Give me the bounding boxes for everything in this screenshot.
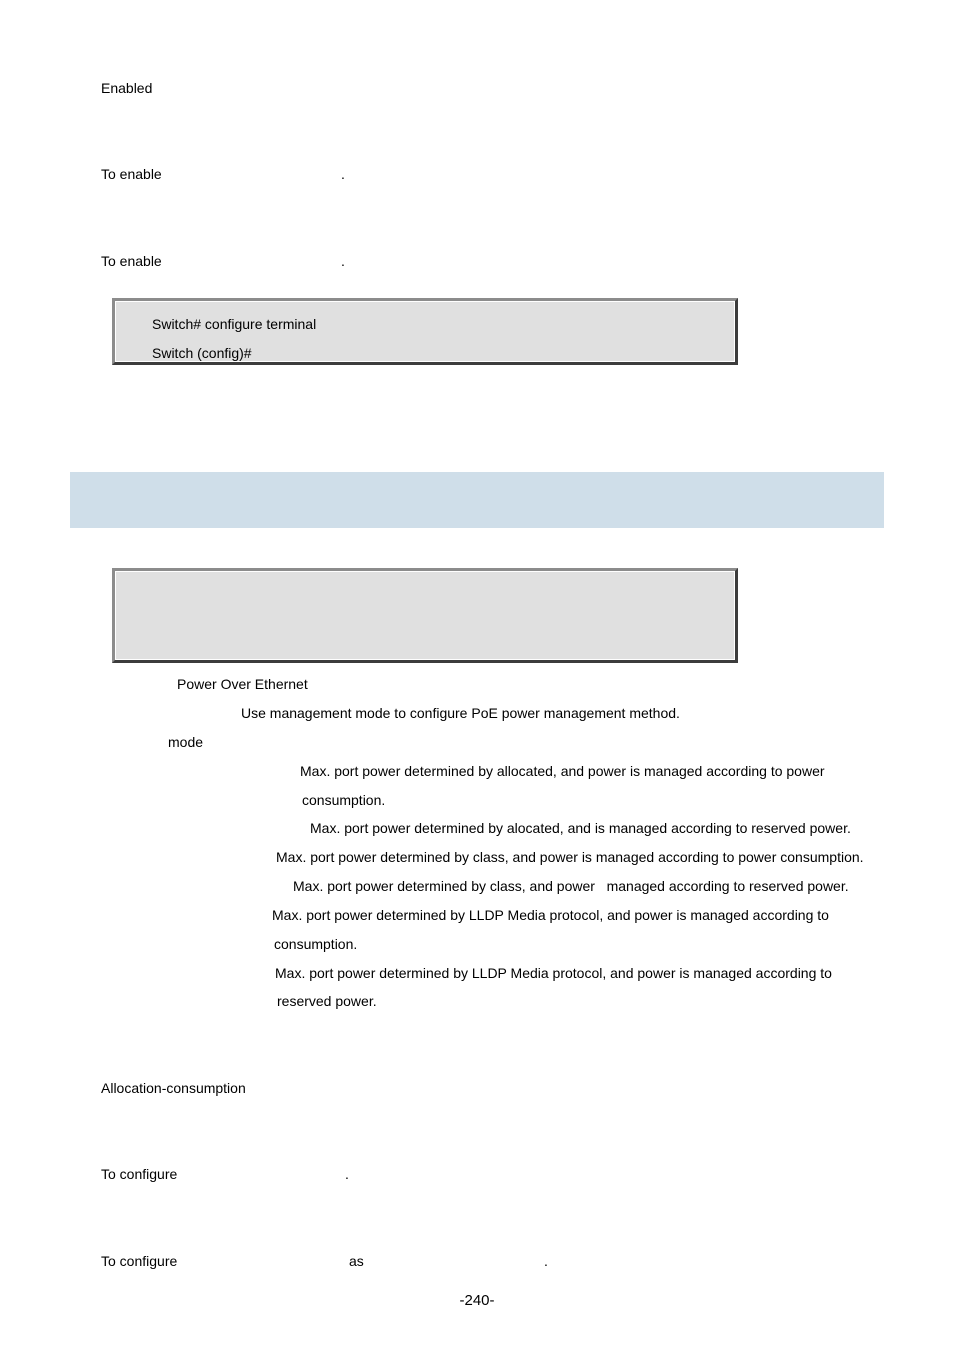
- example-1-prefix: To enable: [101, 166, 162, 182]
- option-line: consumption.: [302, 792, 386, 808]
- command-mode-label: Power Over Ethernet: [177, 676, 308, 692]
- code-line: Switch# configure terminal: [152, 316, 317, 332]
- example-3-prefix: To configure: [101, 1166, 178, 1182]
- option-line: Max. port power determined by LLDP Media protocol, and power is managed according to: [275, 965, 832, 981]
- section-heading-band: [70, 472, 884, 528]
- example-4-prefix: To configure: [101, 1253, 178, 1269]
- example-2-prefix: To enable: [101, 253, 162, 269]
- default-value: Enabled: [101, 80, 153, 96]
- code-line: Switch (config)#: [152, 345, 252, 361]
- example-1-suffix: .: [341, 166, 345, 182]
- command-syntax-box: [112, 568, 738, 663]
- option-line: reserved power.: [277, 993, 377, 1009]
- example-2-suffix: .: [341, 253, 345, 269]
- example-3-suffix: .: [345, 1166, 349, 1182]
- option-line: Max. port power determined by class, and power is managed according to power consumption.: [276, 849, 864, 865]
- code-example-box: [112, 298, 738, 365]
- option-line: consumption.: [274, 936, 358, 952]
- parameter-name: mode: [168, 734, 204, 750]
- example-4-middle: as: [349, 1253, 364, 1269]
- option-line: Max. port power determined by alocated, and is managed according to reserved power.: [310, 820, 851, 836]
- command-description: Use management mode to configure PoE power management method.: [241, 705, 680, 721]
- example-4-suffix: .: [544, 1253, 548, 1269]
- page-number: -240-: [459, 1292, 495, 1309]
- option-line: Max. port power determined by LLDP Media protocol, and power is managed according to: [272, 907, 829, 923]
- default-value-2: Allocation-consumption: [101, 1080, 246, 1096]
- option-line: Max. port power determined by allocated, and power is managed according to power: [300, 763, 825, 779]
- option-line: Max. port power determined by class, and power managed according to reserved power.: [293, 878, 849, 894]
